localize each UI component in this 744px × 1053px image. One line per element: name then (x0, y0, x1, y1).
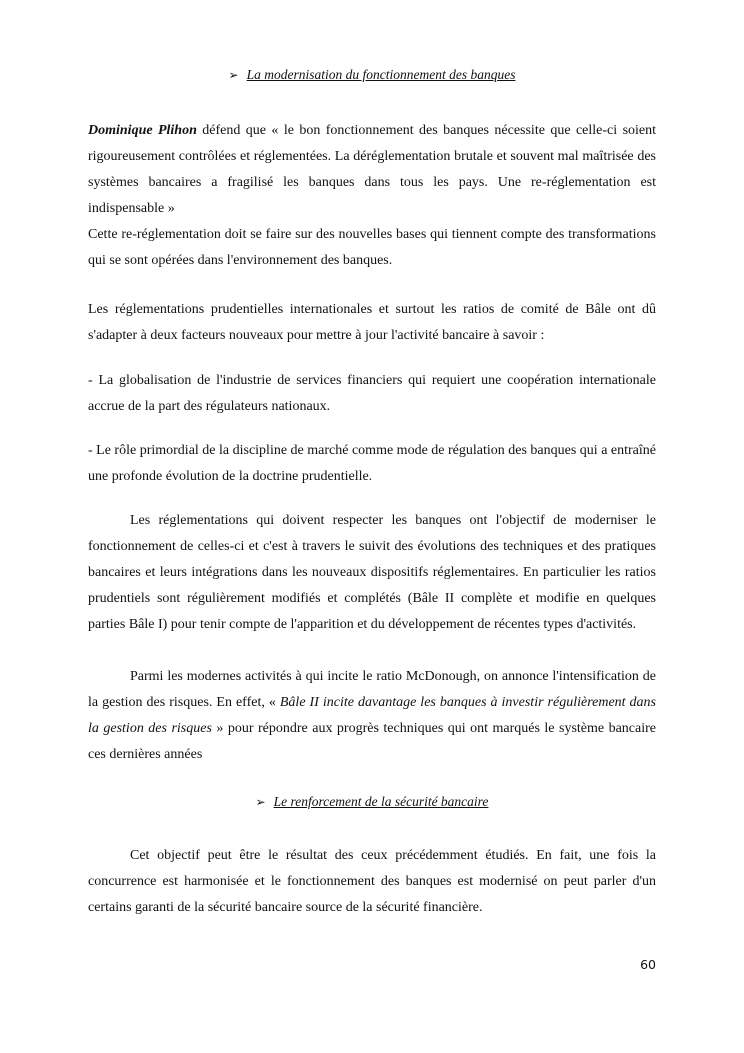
paragraph-discipline-marche: - Le rôle primordial de la discipline de marché comme mode de régulation des banques qui a entraîné une profonde évolution de la doctrine prudentielle. (88, 443, 656, 484)
italic-quote: Bâle II incite davantage les banques à investir régulièrement dans la gestion des risques (88, 695, 657, 736)
arrow-bullet-icon: ➢ (228, 67, 239, 82)
section-heading-modernisation (0, 67, 744, 83)
paragraph-objectif (88, 843, 656, 921)
arrow-bullet-icon: ➢ (255, 794, 266, 809)
paragraph-bale-ratios: Les réglementations prudentielles internationales et surtout les ratios de comité de Bâle ont dû s'adapter à deux facteurs nouveaux pour mettre à jour l'activité bancaire à savoir : (88, 302, 656, 343)
section-heading-securite (0, 794, 744, 810)
paragraph-re-reglementation: Cette re-réglementation doit se faire sur des nouvelles bases qui tiennent compte des transformations qui se sont opérées dans l'environnement des banques. (88, 227, 656, 268)
paragraph-text-before: Parmi les modernes activités à qui incite le ratio McDonough, on annonce l'intensification de la gestion des risques. En effet, « (88, 669, 656, 710)
paragraph-text: Les réglementations qui doivent respecter les banques ont l'objectif de moderniser le fonctionnement de celles-ci et c'est à travers le suivit des évolutions des techniques et des pratiques bancaires et leurs intégrations dans les nouveaux dispositifs réglementaires. En particulier les ratios prudentiels sont régulièrement modifiés et complétés (Bâle II complète et modifie en quelques parties Bâle I) pour tenir compte de l'apparition et du développement de récentes types d'activités. (88, 513, 656, 632)
paragraph-globalisation: - La globalisation de l'industrie de services financiers qui requiert une coopération internationale accrue de la part des régulateurs nationaux. (88, 373, 656, 414)
section-title: Le renforcement de la sécurité bancaire (273, 794, 489, 809)
paragraph-text-after: » pour répondre aux progrès techniques qui ont marqués le système bancaire ces dernières années (88, 721, 656, 762)
paragraph-mcdonough (88, 664, 656, 768)
page-number: 60 (640, 957, 656, 972)
paragraph-reglementations (88, 508, 656, 638)
paragraph-text: Cet objectif peut être le résultat des ceux précédemment étudiés. En fait, une fois la concurrence est harmonisée et le fonctionnement des banques est modernisé on peut parler d'un certains garanti de la sécurité bancaire source de la sécurité financière. (88, 848, 656, 915)
section-title: La modernisation du fonctionnement des banques (246, 67, 516, 82)
paragraph-text: défend que « le bon fonctionnement des banques nécessite que celle-ci soient rigoureusement contrôlées et réglementées. La déréglementation brutale et souvent mal maîtrisée des systèmes bancaires a fragilisé les banques dans tous les pays. Une re-réglementation est indispensable » (88, 123, 657, 216)
author-name: Dominique Plihon (88, 123, 197, 138)
paragraph-plihon-quote (88, 118, 656, 222)
